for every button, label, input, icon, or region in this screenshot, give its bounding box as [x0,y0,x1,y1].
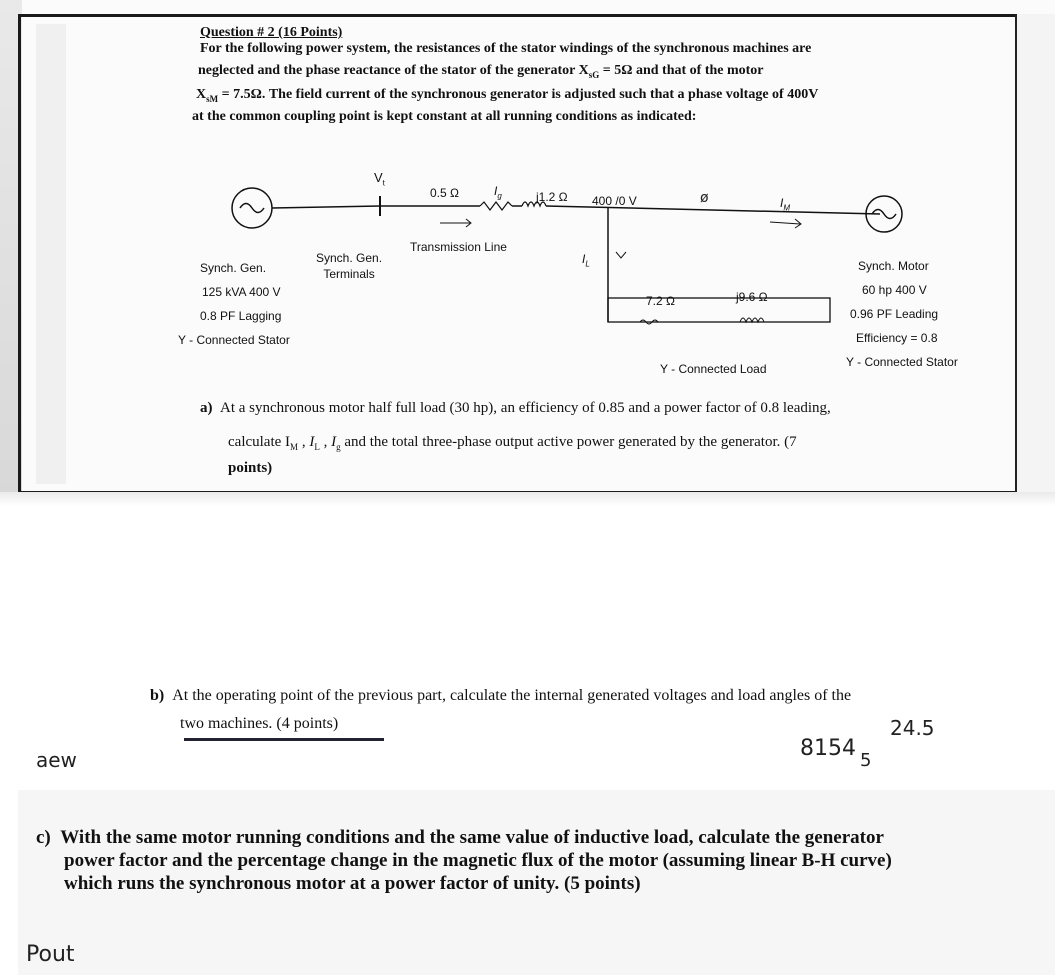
im-label: $I_M$ [780,196,791,213]
part-b-line-1: b) At the operating point of the previous part, calculate the internal generated voltages and load angles of the [150,687,852,704]
margin-note-2: Pout [26,942,75,967]
handwritten-note-1: 8154 [800,736,856,761]
load-box [608,298,830,322]
phi-annotation: ø [700,190,709,206]
part-b-line-2: two machines. (4 points) [180,715,339,732]
handwritten-note-2: 24.5 [890,716,935,740]
il-label: $I_L$ [582,252,590,269]
load-resistance-label: 7.2 Ω [646,294,675,308]
part-c-text: c) With the same motor running conditions and the same value of inductive load, calculate the generator power factor and the percentage change in the magnetic flux of the motor (assuming linear B-H curve) which runs the synchronous motor at a power factor of unity. (5 points) [36,827,892,894]
ig-label: $I_g$ [494,184,502,201]
question-title: Question # 2 (16 Points) [200,25,343,40]
question-intro-1: For the following power system, the resistances of the stator windings of the synchronous machines are [200,41,812,56]
question-intro-2: neglected and the phase reactance of the stator of the generator $X_{sG} = 5\Omega$ and that of the motor [198,63,764,80]
part-a-line-2: calculate $I_M$ , $I_L$ , $I_g$ and the total three-phase output active power generated by the generator. (7 [228,434,797,452]
page-tear [0,492,1055,506]
vt-label: $V_t$ [374,170,385,188]
ccp-voltage-label: 400 /0 V [592,194,637,208]
load-reactance-label: j9.6 Ω [736,290,768,304]
gen-terminals-label: Synch. Gen. Terminals [316,251,383,281]
transmission-line-label: Transmission Line [410,240,507,254]
margin-note-1: aew [36,748,77,772]
part-a-line-3: points) [228,460,273,476]
line-resistor [480,202,512,210]
line-resistance-label: 0.5 Ω [430,186,459,200]
motor-specs: Synch. Motor 60 hp 400 V 0.96 PF Leading Efficiency = 0.8 Y - Connected Stator [846,259,958,369]
load-label: Y - Connected Load [660,362,767,376]
line-reactance-label: j1.2 Ω [536,190,568,204]
part-b-underline [184,738,384,741]
part-a-line-1: a) At a synchronous motor half full load (30 hp), an efficiency of 0.85 and a power factor of 0.8 leading, [200,400,831,416]
question-intro-3: $X_{sM} = 7.5\Omega$. The field current of the synchronous generator is adjusted such that a phase voltage of 400V [196,87,819,104]
handwritten-note-3: 5 [860,750,872,771]
question-intro-4: at the common coupling point is kept constant at all running conditions as indicated: [192,109,697,124]
generator-specs: Synch. Gen. 125 kVA 400 V 0.8 PF Lagging Y - Connected Stator [178,261,290,347]
